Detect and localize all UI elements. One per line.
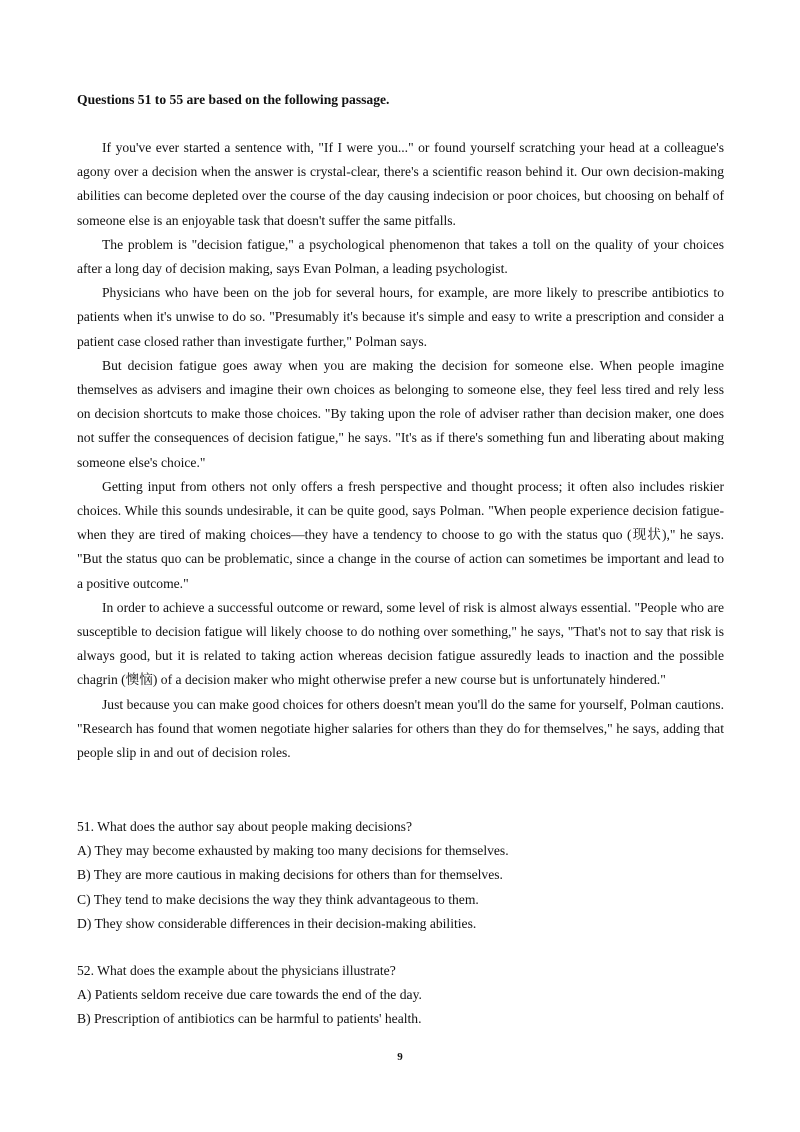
answer-option-b: B) Prescription of antibiotics can be harmful to patients' health. <box>77 1011 422 1027</box>
question-stem: 51. What does the author say about people making decisions? <box>77 819 412 834</box>
passage-paragraph-7: Just because you can make good choices for others doesn't mean you'll do the same for yourself, Polman cautions. "Research has found that women negotiate higher salaries for others than they do for themselves," he says, adding that people slip in and out of decision roles. <box>77 696 724 761</box>
answer-option-b: B) They are more cautious in making decisions for others than for themselves. <box>77 867 503 883</box>
passage-paragraph-3: Physicians who have been on the job for several hours, for example, are more likely to prescribe antibiotics to patients when it's unwise to do so. "Presumably it's because it's simple and easy to write a prescription and consider a patient case closed rather than investigate further," Polman says. <box>77 285 724 349</box>
question-stem: 52. What does the example about the physicians illustrate? <box>77 963 396 978</box>
reading-passage <box>77 136 724 765</box>
passage-paragraph-5: Getting input from others not only offers a fresh perspective and thought process; it often also includes riskier choices. While this sounds undesirable, it can be quite good, says Polman. "When people experience decision fatigue-when they are tired of making choices—they have a tendency to choose to go with the status quo (现状)," he says. "But the status quo can be problematic, since a change in the course of action can sometimes be important and lead to a positive outcome." <box>77 478 724 591</box>
page-number: 9 <box>397 1051 403 1063</box>
passage-paragraph-1: If you've ever started a sentence with, "If I were you..." or found yourself scratching your head at a colleague's agony over a decision when the answer is crystal-clear, there's a scientific reason behind it. Our own decision-making abilities can become depleted over the course of the day causing indecision or poor choices, but choosing on behalf of someone else is an enjoyable task that doesn't suffer the same pitfalls. <box>77 140 724 228</box>
passage-paragraph-6: In order to achieve a successful outcome or reward, some level of risk is almost always essential. "People who are susceptible to decision fatigue will likely choose to do nothing over something," he says, "That's not to say that risk is always good, but it is related to taking action whereas decision fatigue assuredly leads to inaction and the possible chagrin (懊恼) of a decision maker who might otherwise prefer a new course but is unfortunately hindered." <box>77 599 724 688</box>
answer-option-d: D) They show considerable differences in their decision-making abilities. <box>77 915 477 931</box>
section-heading: Questions 51 to 55 are based on the following passage. <box>77 92 390 107</box>
answer-option-a: A) They may become exhausted by making too many decisions for themselves. <box>77 843 509 859</box>
passage-paragraph-2: The problem is "decision fatigue," a psychological phenomenon that takes a toll on the quality of your choices after a long day of decision making, says Evan Polman, a leading psychologist. <box>77 236 724 277</box>
question-52 <box>77 959 724 1032</box>
answer-option-c: C) They tend to make decisions the way they think advantageous to them. <box>77 891 479 907</box>
question-51 <box>77 815 724 936</box>
answer-option-a: A) Patients seldom receive due care towards the end of the day. <box>77 987 422 1003</box>
passage-paragraph-4: But decision fatigue goes away when you are making the decision for someone else. When people imagine themselves as advisers and imagine their own choices as belonging to someone else, they feel less tired and rely less on decision shortcuts to make those choices. "By taking upon the role of adviser rather than decision maker, one does not suffer the consequences of decision fatigue," he says. "It's as if there's something fun and liberating about making someone else's choice." <box>77 357 724 470</box>
